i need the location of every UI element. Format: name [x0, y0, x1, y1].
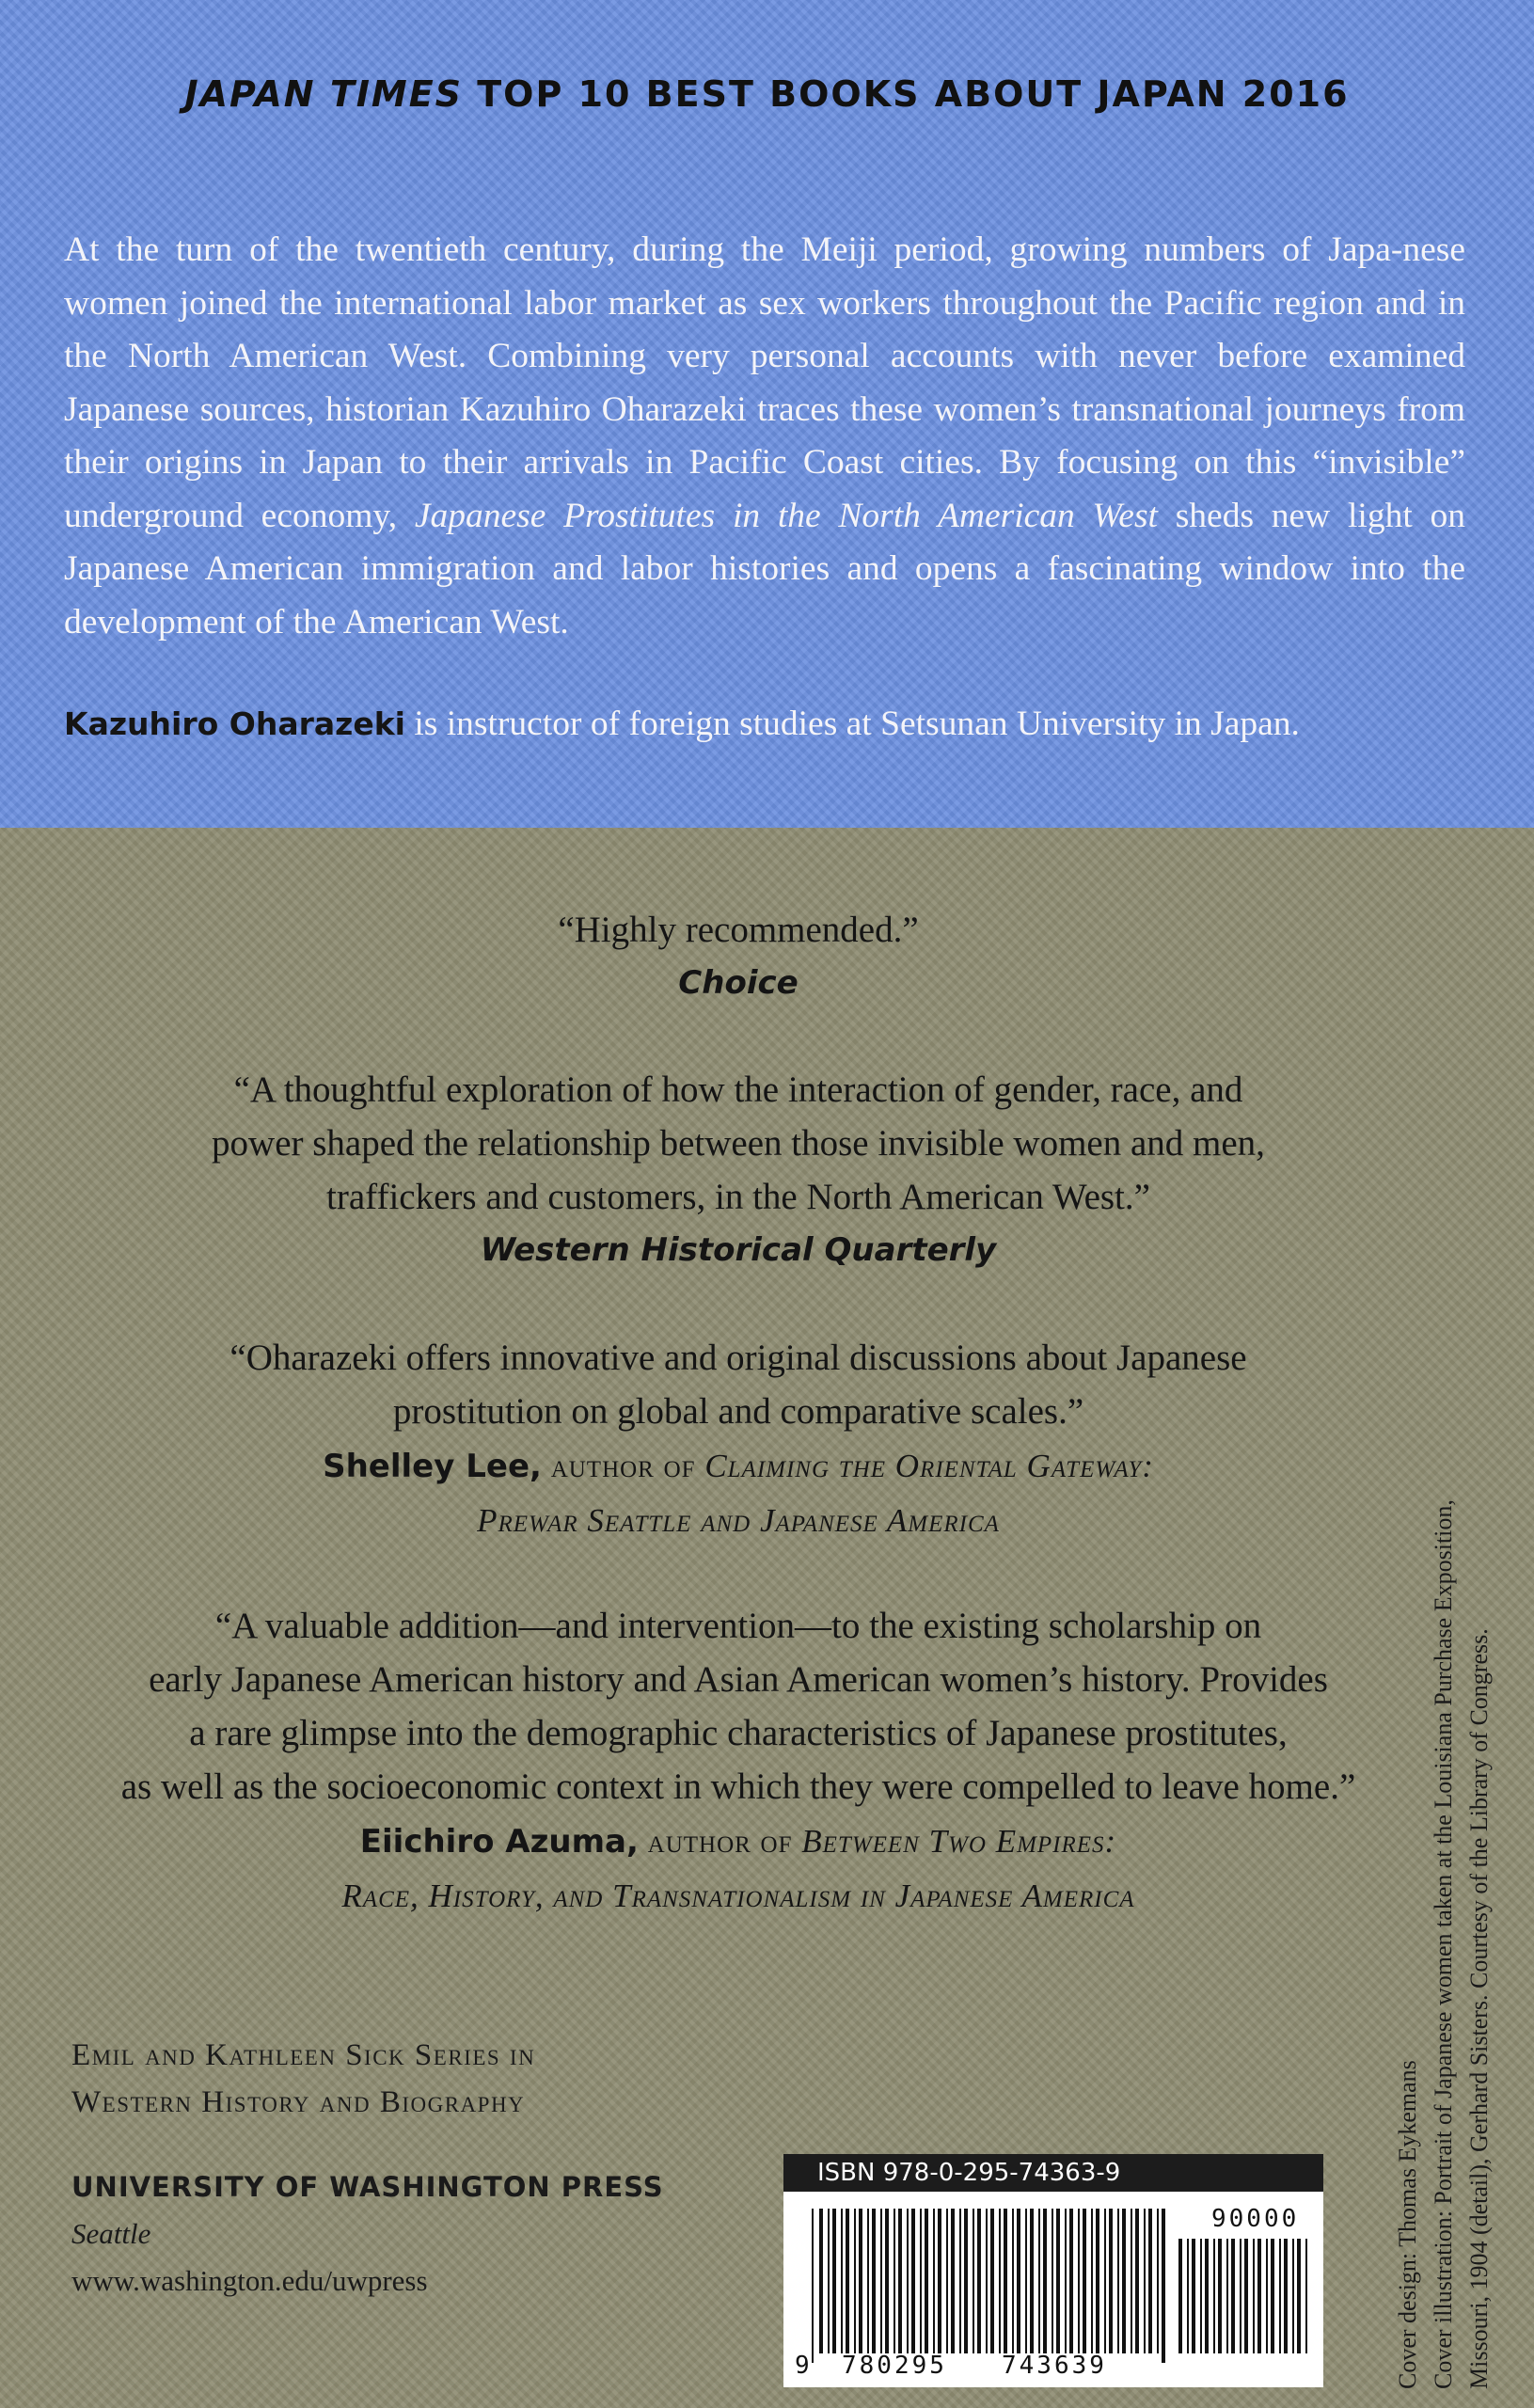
barcode-bar: [920, 2209, 922, 2353]
quote-line: a rare glimpse into the demographic characteristics of Japanese prostitutes,: [189, 1713, 1288, 1753]
barcode-bar: [1117, 2209, 1119, 2353]
barcode-bar: [1213, 2239, 1215, 2353]
barcode-bar: [1178, 2239, 1182, 2353]
barcode-bar: [1244, 2239, 1248, 2353]
barcode-bar: [1231, 2239, 1235, 2353]
attribution-book-title: Between Two Empires:: [801, 1823, 1117, 1860]
barcode-bar: [1253, 2239, 1255, 2353]
quote-attribution: [0, 1814, 1477, 1869]
publisher-url: www.washington.edu/uwpress: [71, 2264, 428, 2297]
description-part-2: sheds new light on Japanese American immigration and labor histories and opens a fascinating window into the development of the American West.: [64, 496, 1465, 642]
barcode-bar: [1279, 2239, 1281, 2353]
barcode-bar: [1030, 2209, 1034, 2353]
review-quote-whq: [0, 1063, 1477, 1277]
award-headline: [0, 73, 1534, 115]
barcode-bar: [1004, 2209, 1007, 2353]
barcode-bar: [1305, 2239, 1307, 2353]
barcode-bar: [1065, 2209, 1067, 2353]
barcode-bar: [828, 2209, 830, 2353]
barcode-bar: [1135, 2209, 1139, 2353]
isbn-barcode: [783, 2154, 1323, 2387]
barcode-bar: [1192, 2239, 1195, 2353]
barcode-bar: [812, 2209, 814, 2363]
credit-design: Cover design: Thomas Eykemans: [1394, 2060, 1421, 2389]
quote-line: traffickers and customers, in the North American West.”: [326, 1177, 1150, 1217]
barcode-digits-right: 743639: [1002, 2352, 1107, 2380]
quote-line: “A thoughtful exploration of how the interaction of gender, race, and: [233, 1069, 1243, 1110]
barcode-bar: [1240, 2239, 1241, 2353]
quote-line: power shaped the relationship between those invisible women and men,: [212, 1123, 1265, 1164]
quote-line: “A valuable addition—and intervention—to the existing scholarship on: [214, 1606, 1262, 1646]
barcode-bar: [907, 2209, 909, 2353]
barcode-bar: [1257, 2239, 1261, 2353]
barcode-bar: [1266, 2239, 1268, 2353]
headline-publication: JAPAN TIMES: [184, 73, 464, 115]
attribution-author-of: author of: [638, 1823, 802, 1860]
quote-line: early Japanese American history and Asian American women’s history. Provides: [149, 1659, 1328, 1700]
credit-illustration-cont: Missouri, 1904 (detail), Gerhard Sisters. Courtesy of the Library of Congress.: [1465, 1628, 1493, 2389]
barcode-bar: [1078, 2209, 1080, 2353]
quote-line: “Oharazeki offers innovative and original discussions about Japanese: [229, 1338, 1247, 1378]
barcode-bar: [1131, 2209, 1132, 2353]
barcode-bar: [933, 2209, 935, 2353]
author-bio-text: is instructor of foreign studies at Setsunan University in Japan.: [404, 705, 1300, 743]
barcode-bar: [880, 2209, 882, 2353]
barcode-bar: [1056, 2209, 1060, 2353]
barcode-bar: [1104, 2209, 1106, 2353]
author-name: Kazuhiro Oharazeki: [64, 705, 405, 742]
quote-text: “Highly recommended.”: [558, 910, 919, 950]
attribution-book-title-cont: Prewar Seattle and Japanese America: [477, 1502, 1000, 1539]
barcode-bar: [946, 2209, 948, 2353]
barcode-bar: [1109, 2209, 1113, 2353]
attribution-name: Eiichiro Azuma,: [359, 1823, 639, 1861]
barcode-bar: [1012, 2209, 1014, 2353]
barcode-bar: [867, 2209, 869, 2353]
review-quote-azuma: [0, 1599, 1477, 1923]
credit-illustration: Cover illustration: Portrait of Japanese women taken at the Louisiana Purchase Exposition,: [1430, 1499, 1457, 2389]
barcode-bar: [841, 2209, 843, 2353]
book-description: [64, 224, 1465, 649]
barcode-bar: [859, 2209, 862, 2353]
series-line: Western History and Biography: [71, 2085, 526, 2119]
barcode-bar: [964, 2209, 968, 2353]
author-bio: [64, 698, 1475, 751]
barcode-bar: [1096, 2209, 1099, 2353]
barcode-bar: [885, 2209, 889, 2353]
barcode-bar: [1091, 2209, 1093, 2353]
barcode-bar: [959, 2209, 961, 2353]
attribution-author-of: author of: [541, 1448, 705, 1484]
barcode-digits-left: 780295: [842, 2352, 947, 2380]
barcode-bar: [854, 2209, 856, 2353]
review-quote-lee: [0, 1331, 1477, 1547]
barcode-bar: [938, 2209, 941, 2353]
barcode-bar: [1017, 2209, 1020, 2353]
description-book-title: Japanese Prostitutes in the North American West: [414, 496, 1158, 535]
barcode-bar: [1025, 2209, 1027, 2353]
barcode-bar: [1144, 2209, 1146, 2353]
attribution-book-title-cont: Race, History, and Transnationalism in Japanese America: [341, 1877, 1135, 1914]
series-line: Emil and Kathleen Sick Series in: [71, 2038, 536, 2072]
quote-source: Western Historical Quarterly: [480, 1231, 997, 1269]
barcode-bar: [1083, 2209, 1086, 2353]
quote-line: as well as the socioeconomic context in which they were compelled to leave home.”: [120, 1766, 1356, 1807]
barcode-bar: [1284, 2239, 1288, 2353]
publisher-name: UNIVERSITY OF WASHINGTON PRESS: [71, 2171, 664, 2203]
headline-award-text: TOP 10 BEST BOOKS ABOUT JAPAN 2016: [463, 73, 1350, 115]
book-series: [71, 2032, 824, 2126]
barcode-bar: [1043, 2209, 1047, 2353]
cover-credits: [1390, 1317, 1497, 2389]
quote-attribution: [0, 1438, 1477, 1494]
barcode-bar: [1226, 2239, 1228, 2353]
isbn-label: ISBN 978-0-295-74363-9: [783, 2154, 1323, 2192]
barcode-bar: [951, 2209, 955, 2353]
barcode-first-digit: 9: [795, 2352, 813, 2380]
barcode-bar: [1205, 2239, 1209, 2353]
barcode-bar: [1122, 2209, 1126, 2353]
barcode-price-code: 90000: [1211, 2205, 1300, 2233]
description-part-1: At the turn of the twentieth century, during the Meiji period, growing numbers of Japa-nese women joined the international labor market as sex workers throughout the Pacific region and in the North American West. Combining very personal accounts with never before examined Japanese sources, historian Kazuhiro Oharazeki traces these women’s transnational journeys from their origins in Japan to their arrivals in Pacific Coast cities. By focusing on this “invisible” underground economy,: [64, 230, 1465, 535]
barcode-bar: [846, 2209, 849, 2353]
barcode-bar: [973, 2209, 974, 2353]
barcode-bar: [1069, 2209, 1073, 2353]
attribution-book-title: Claiming the Oriental Gateway:: [704, 1448, 1154, 1484]
barcode-bar: [1163, 2209, 1165, 2363]
barcode-bar: [898, 2209, 902, 2353]
barcode-bar: [832, 2209, 836, 2353]
attribution-name: Shelley Lee,: [323, 1448, 542, 1485]
barcode-bar: [1297, 2239, 1301, 2353]
barcode-bar: [986, 2209, 988, 2353]
barcode-bar: [1052, 2209, 1053, 2353]
barcode-bar: [894, 2209, 895, 2353]
quote-source: Choice: [678, 964, 799, 1002]
barcode-bar: [977, 2209, 981, 2353]
barcode-bar: [1218, 2239, 1222, 2353]
barcode-bar: [872, 2209, 876, 2353]
barcode-bar: [1271, 2239, 1274, 2353]
barcode-bar: [1292, 2239, 1294, 2353]
barcode-bar: [1038, 2209, 1040, 2353]
barcode-bar: [1157, 2209, 1159, 2353]
barcode-bar: [819, 2209, 823, 2353]
barcode-bar: [1187, 2239, 1189, 2353]
publisher-block: [71, 2163, 824, 2305]
barcode-bar: [1148, 2209, 1152, 2353]
barcode-bar: [925, 2209, 928, 2353]
publisher-city: Seattle: [71, 2217, 151, 2250]
quote-line: prostitution on global and comparative scales.”: [392, 1391, 1084, 1432]
barcode-bar: [1200, 2239, 1202, 2353]
review-quote-choice: [0, 903, 1477, 1010]
barcode-bar: [911, 2209, 915, 2353]
barcode-bar: [999, 2209, 1001, 2353]
barcode-bar: [990, 2209, 994, 2353]
